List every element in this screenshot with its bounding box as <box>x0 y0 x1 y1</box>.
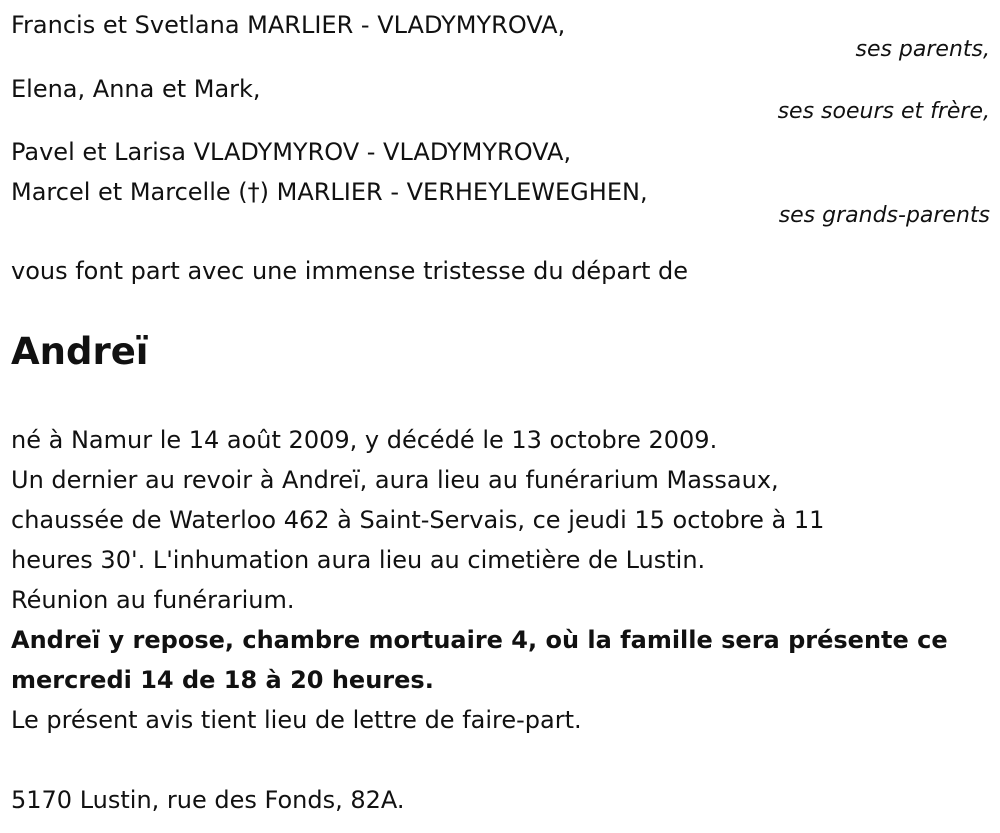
announcement-text: vous font part avec une immense tristesse du départ de <box>11 257 689 285</box>
birth-death-line: né à Namur le 14 août 2009, y décédé le 13 octobre 2009. <box>11 426 718 454</box>
visitation-line-2: mercredi 14 de 18 à 20 heures. <box>11 666 434 694</box>
grandparents-role: ses grands-parents <box>778 203 990 228</box>
address-line: 5170 Lustin, rue des Fonds, 82A. <box>11 786 405 814</box>
parents-role: ses parents, <box>855 37 990 62</box>
deceased-name: Andreï <box>11 330 149 373</box>
visitation-line-1: Andreï y repose, chambre mortuaire 4, où la famille sera présente ce <box>11 626 948 654</box>
ceremony-address-line: chaussée de Waterloo 462 à Saint-Servais, ce jeudi 15 octobre à 11 <box>11 506 825 534</box>
siblings-names: Elena, Anna et Mark, <box>11 75 261 103</box>
grandparents-line-2: Marcel et Marcelle (†) MARLIER - VERHEYLEWEGHEN, <box>11 178 648 206</box>
farewell-line: Un dernier au revoir à Andreï, aura lieu au funérarium Massaux, <box>11 466 779 494</box>
grandparents-line-1: Pavel et Larisa VLADYMYROV - VLADYMYROVA, <box>11 138 572 166</box>
parents-names: Francis et Svetlana MARLIER - VLADYMYROVA, <box>11 11 566 39</box>
burial-line: heures 30'. L'inhumation aura lieu au cimetière de Lustin. <box>11 546 706 574</box>
siblings-role: ses soeurs et frère, <box>777 99 990 124</box>
reunion-line: Réunion au funérarium. <box>11 586 295 614</box>
notice-line: Le présent avis tient lieu de lettre de faire-part. <box>11 706 582 734</box>
